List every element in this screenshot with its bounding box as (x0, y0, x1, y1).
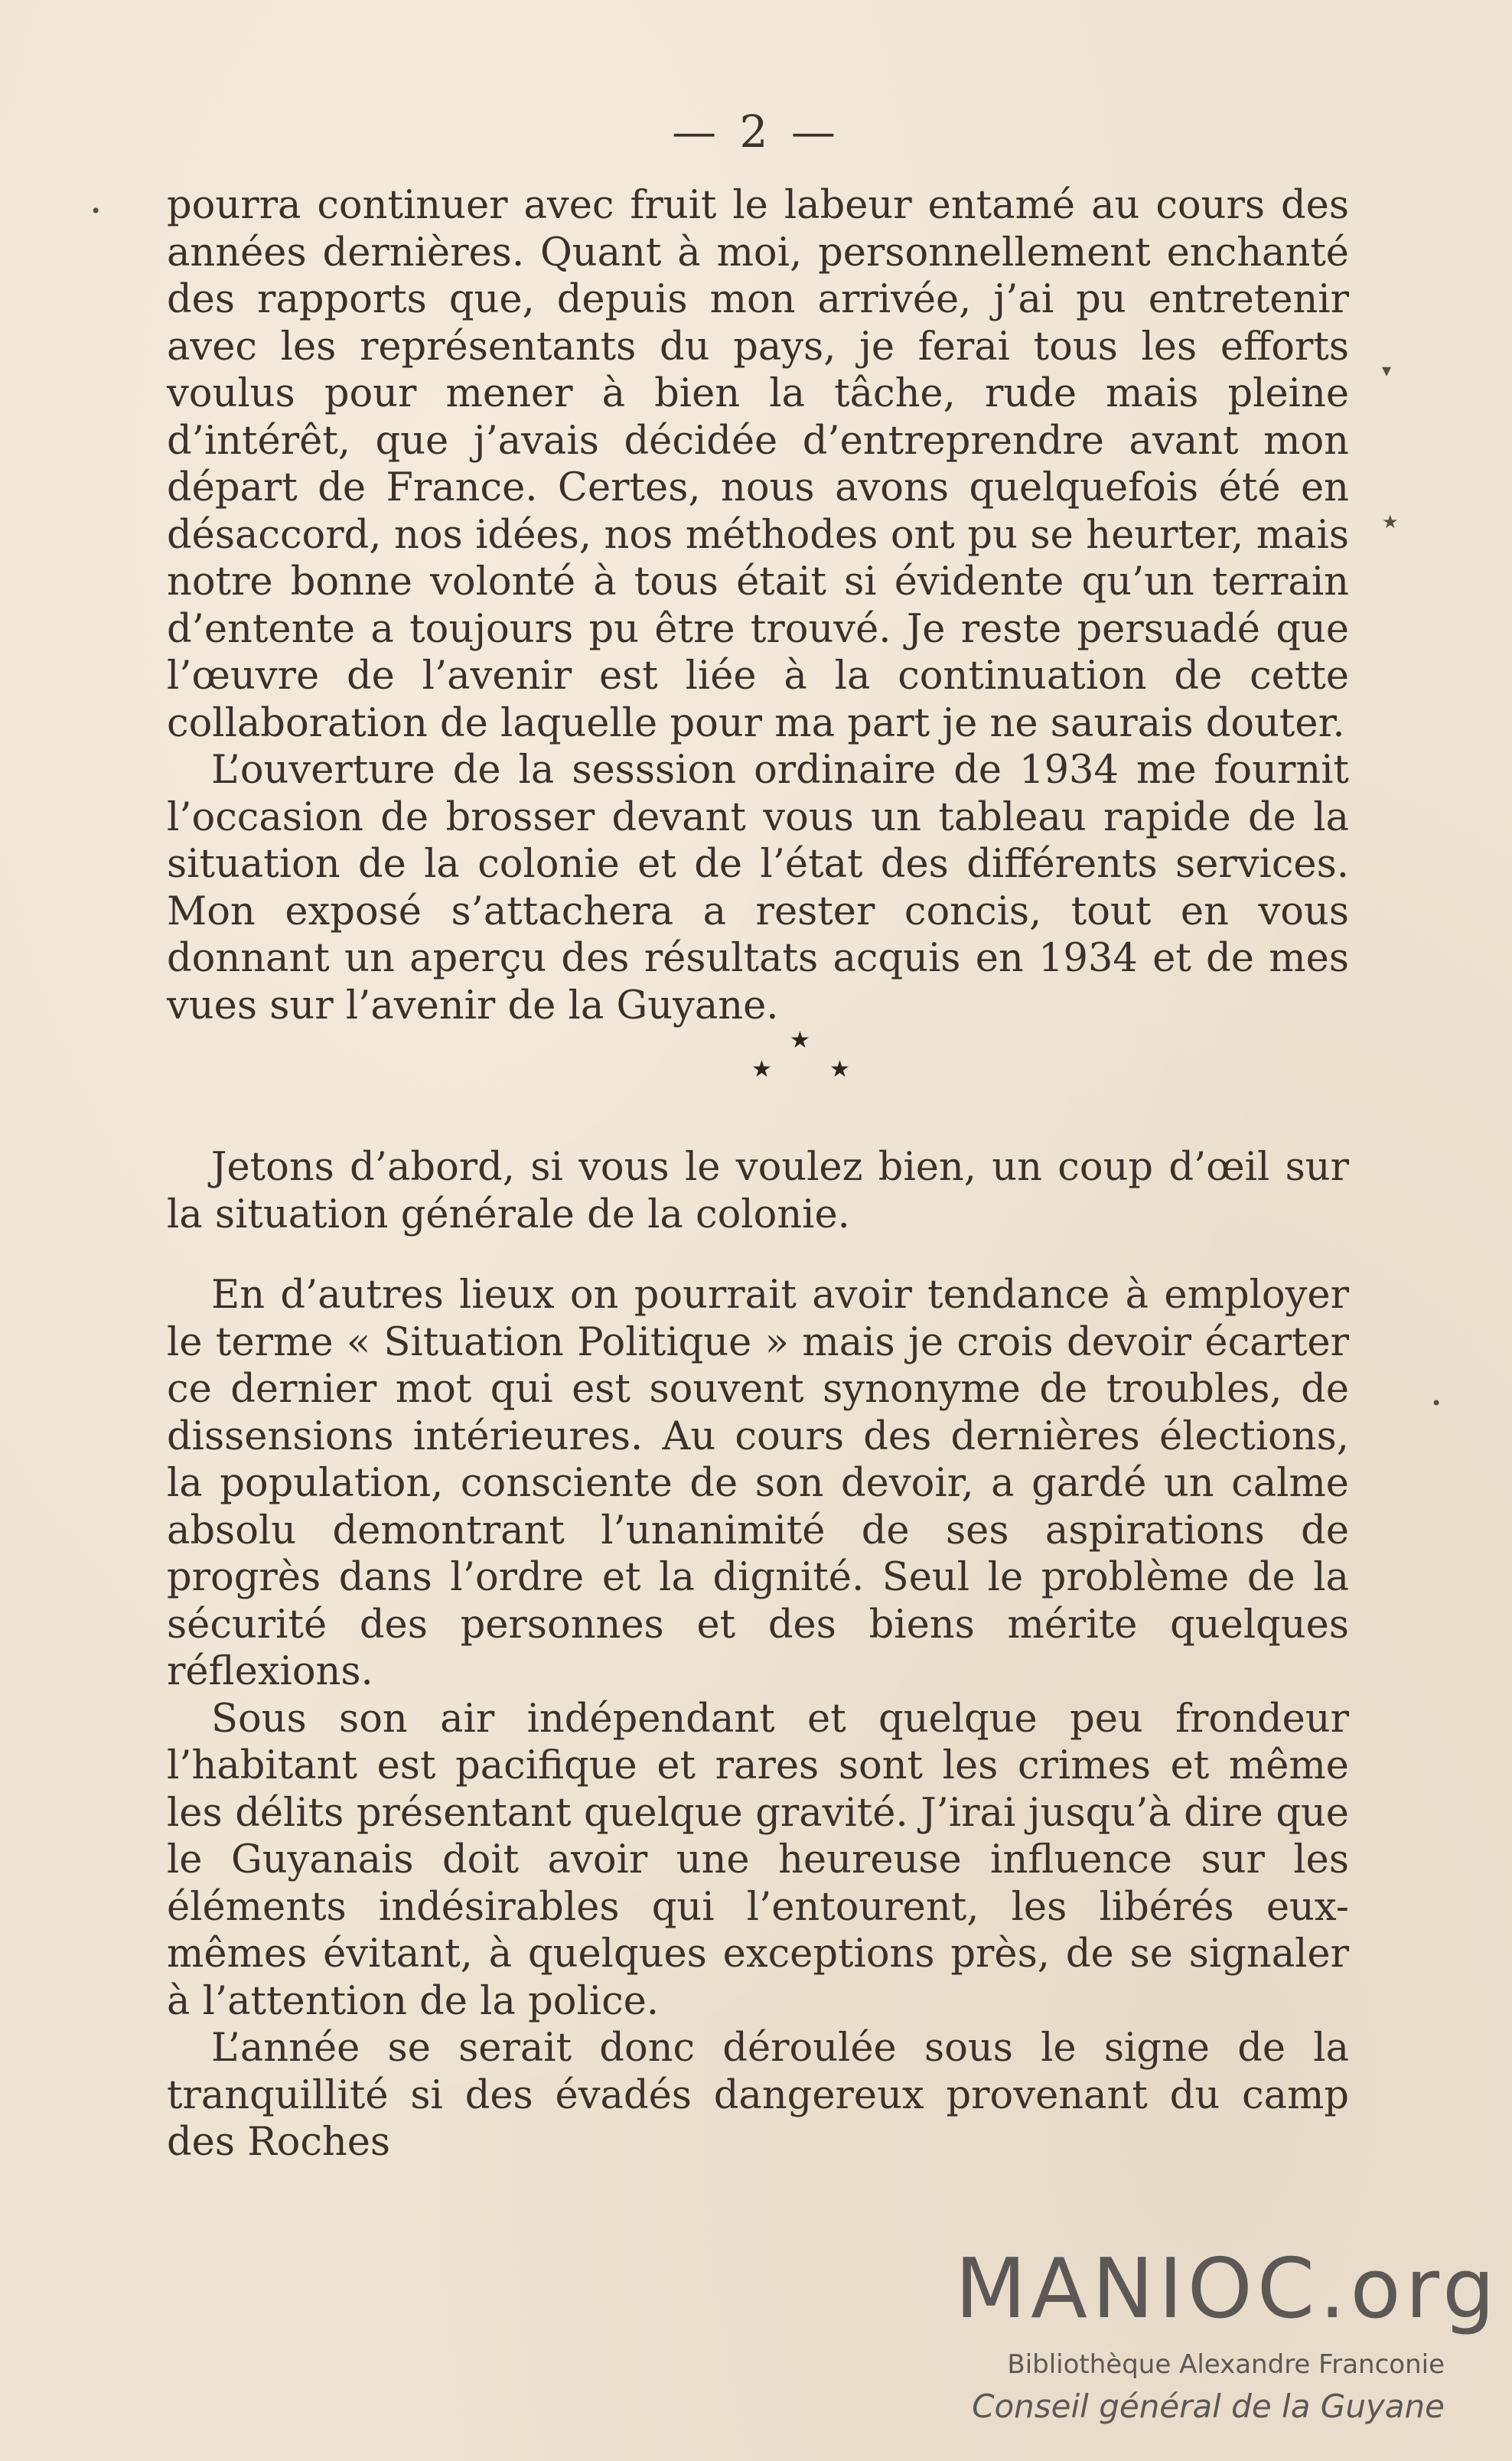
paragraph-year-summary: L’année se serait donc déroulée sous le signe de la tranquillité si des évadés dangereux provenant du camp des Roches (167, 2026, 1349, 2165)
separator-star: ★ (829, 1056, 850, 1083)
margin-mark: • (90, 200, 102, 222)
margin-mark: ★ (1382, 511, 1399, 533)
paragraph-political-situation: En d’autres lieux on pourrait avoir tendance à employer le terme « Situation Politique » mais je crois devoir écarter ce dernier mot qui est souvent synonyme de troubles, de dissensions intérieures. Au cours des dernières élections, la population, consciente de son devoir, a gardé un calme absolu demontrant l’unanimité de ses aspirations de progrès dans l’ordre et la dignité. Seul le problème de la sécurité des personnes et des biens mérite quelques réflexions. (167, 1273, 1349, 1694)
manioc-watermark (955, 2241, 1500, 2432)
section-separator (167, 1029, 1349, 1144)
council-name: Conseil général de la Guyane (972, 2388, 1445, 2425)
paragraph-session-opening: L’ouverture de la sesssion ordinaire de 1934 me fournit l’occasion de brosser devant vous un tableau rapide de la situation de la colonie et de l’état des différents services. Mon exposé s’attachera a rester concis, tout en vous donnant un aperçu des résultats acquis en 1934 et de mes vues sur l’avenir de la Guyane. (167, 748, 1349, 1028)
paragraph-inhabitants: Sous son air indépendant et quelque peu frondeur l’habitant est pacifique et rares sont les crimes et même les délits présentant quelque gravité. J’irai jusqu’à dire que le Guyanais doit avoir une heureuse influence sur les éléments indésirables qui l’entourent, les libérés eux-mêmes évitant, à quelques exceptions près, de se signaler à l’attention de la police. (167, 1696, 1349, 2024)
paragraph-general-situation: Jetons d’abord, si vous le voulez bien, un coup d’œil sur la situation générale de la colonie. (167, 1145, 1349, 1237)
separator-star: ★ (790, 1027, 810, 1054)
paragraph-continuation: pourra continuer avec fruit le labeur entamé au cours des années dernières. Quant à moi, personnellement enchanté des rapports que, depuis mon arrivée, j’ai pu entretenir avec les représentants du pays, je ferai tous les efforts voulus pour mener à bien la tâche, rude mais pleine d’intérêt, que j’avais décidée d’entreprendre avant mon départ de France. Certes, nous avons quelquefois été en désaccord, nos idées, nos méthodes ont pu se heurter, mais notre bonne volonté à tous était si évidente qu’un terrain d’entente a toujours pu être trouvé. Je reste persuadé que l’œuvre de l’avenir est liée à la continuation de cette collaboration de laquelle pour ma part je ne saurais douter. (167, 183, 1349, 746)
margin-mark: ▾ (1382, 360, 1392, 381)
separator-star: ★ (751, 1056, 772, 1083)
manioc-logo: MANIOC.org (955, 2241, 1500, 2337)
library-name: Bibliothèque Alexandre Franconie (1007, 2349, 1445, 2380)
margin-mark: • (1431, 1393, 1442, 1414)
body-text (167, 182, 1349, 2166)
page-number: — 2 — (672, 106, 840, 158)
